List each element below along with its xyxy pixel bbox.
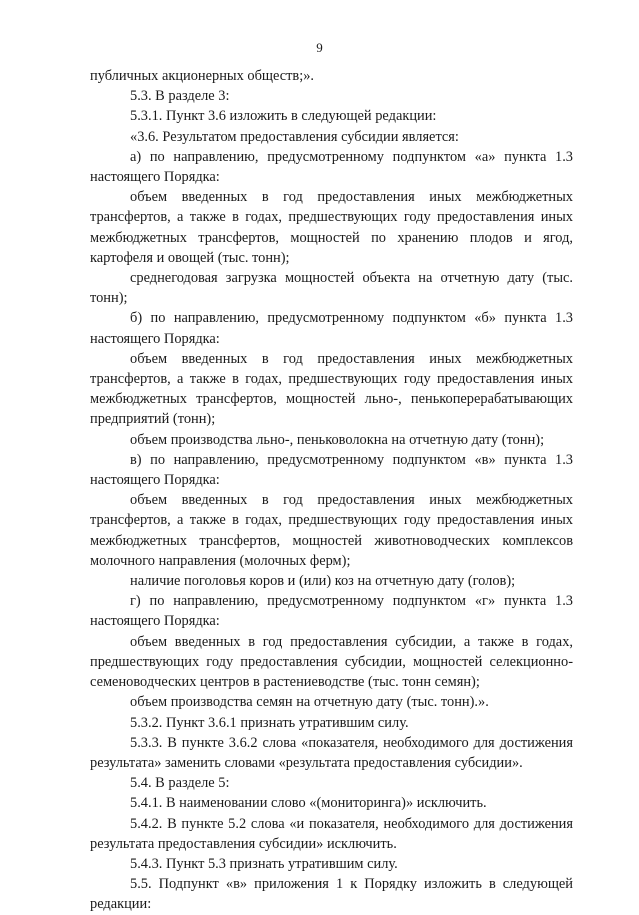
paragraph: 5.4.2. В пункте 5.2 слова «и показателя, необходимого для достижения результата предоставления субсидии» исключить. bbox=[90, 815, 573, 852]
paragraph: в) по направлению, предусмотренному подпунктом «в» пункта 1.3 настоящего Порядка: bbox=[90, 451, 573, 489]
paragraph: объем введенных в год предоставления иных межбюджетных трансфертов, а также в годах, предшествующих году предоставления иных межбюджетных трансфертов, мощностей льно-, пенькоперерабатывающих предприятий (тонн); bbox=[90, 350, 573, 428]
page-number: 9 bbox=[316, 40, 323, 55]
paragraph: 5.4. В разделе 5: bbox=[130, 775, 230, 792]
paragraph: 5.3.3. В пункте 3.6.2 слова «показателя, необходимого для достижения результата» заменить словами «результата предоставления субсидии». bbox=[90, 734, 573, 771]
paragraph: 5.3. В разделе 3: bbox=[130, 88, 230, 105]
paragraph: 5.3.1. Пункт 3.6 изложить в следующей редакции: bbox=[130, 108, 437, 125]
document-body bbox=[90, 66, 573, 915]
paragraph: объем введенных в год предоставления субсидии, а также в годах, предшествующих году предоставления субсидии, мощностей селекционно-семеноводческих центров в растениеводстве (тыс. тонн семян); bbox=[90, 633, 573, 691]
paragraph: объем введенных в год предоставления иных межбюджетных трансфертов, а также в годах, предшествующих году предоставления иных межбюджетных трансфертов, мощностей по хранению плодов и ягод, картофеля и овощей (тыс. тонн); bbox=[90, 189, 573, 266]
paragraph: г) по направлению, предусмотренному подпунктом «г» пункта 1.3 настоящего Порядка: bbox=[90, 593, 573, 630]
paragraph: 5.5. Подпункт «в» приложения 1 к Порядку изложить в следующей редакции: bbox=[90, 876, 573, 913]
paragraph: 5.4.1. В наименовании слово «(мониторинга)» исключить. bbox=[130, 795, 487, 812]
paragraph: 5.4.3. Пункт 5.3 признать утратившим силу. bbox=[130, 855, 398, 872]
paragraph: наличие поголовья коров и (или) коз на отчетную дату (голов); bbox=[130, 573, 516, 590]
paragraph: объем производства семян на отчетную дату (тыс. тонн).». bbox=[130, 694, 489, 711]
paragraph: 5.3.2. Пункт 3.6.1 признать утратившим силу. bbox=[130, 714, 409, 731]
paragraph: среднегодовая загрузка мощностей объекта на отчетную дату (тыс. тонн); bbox=[90, 270, 573, 307]
paragraph: а) по направлению, предусмотренному подпунктом «а» пункта 1.3 настоящего Порядка: bbox=[90, 148, 573, 186]
paragraph: объем производства льно-, пеньковолокна на отчетную дату (тонн); bbox=[130, 431, 545, 448]
paragraph: объем введенных в год предоставления иных межбюджетных трансфертов, а также в годах, предшествующих году предоставления иных межбюджетных трансфертов, мощностей животноводческих комплексов молочного направления (молочных ферм); bbox=[90, 492, 573, 569]
paragraph: публичных акционерных обществ;». bbox=[90, 68, 314, 84]
paragraph: «3.6. Результатом предоставления субсидии является: bbox=[130, 128, 459, 145]
paragraph: б) по направлению, предусмотренному подпунктом «б» пункта 1.3 настоящего Порядка: bbox=[90, 310, 573, 347]
